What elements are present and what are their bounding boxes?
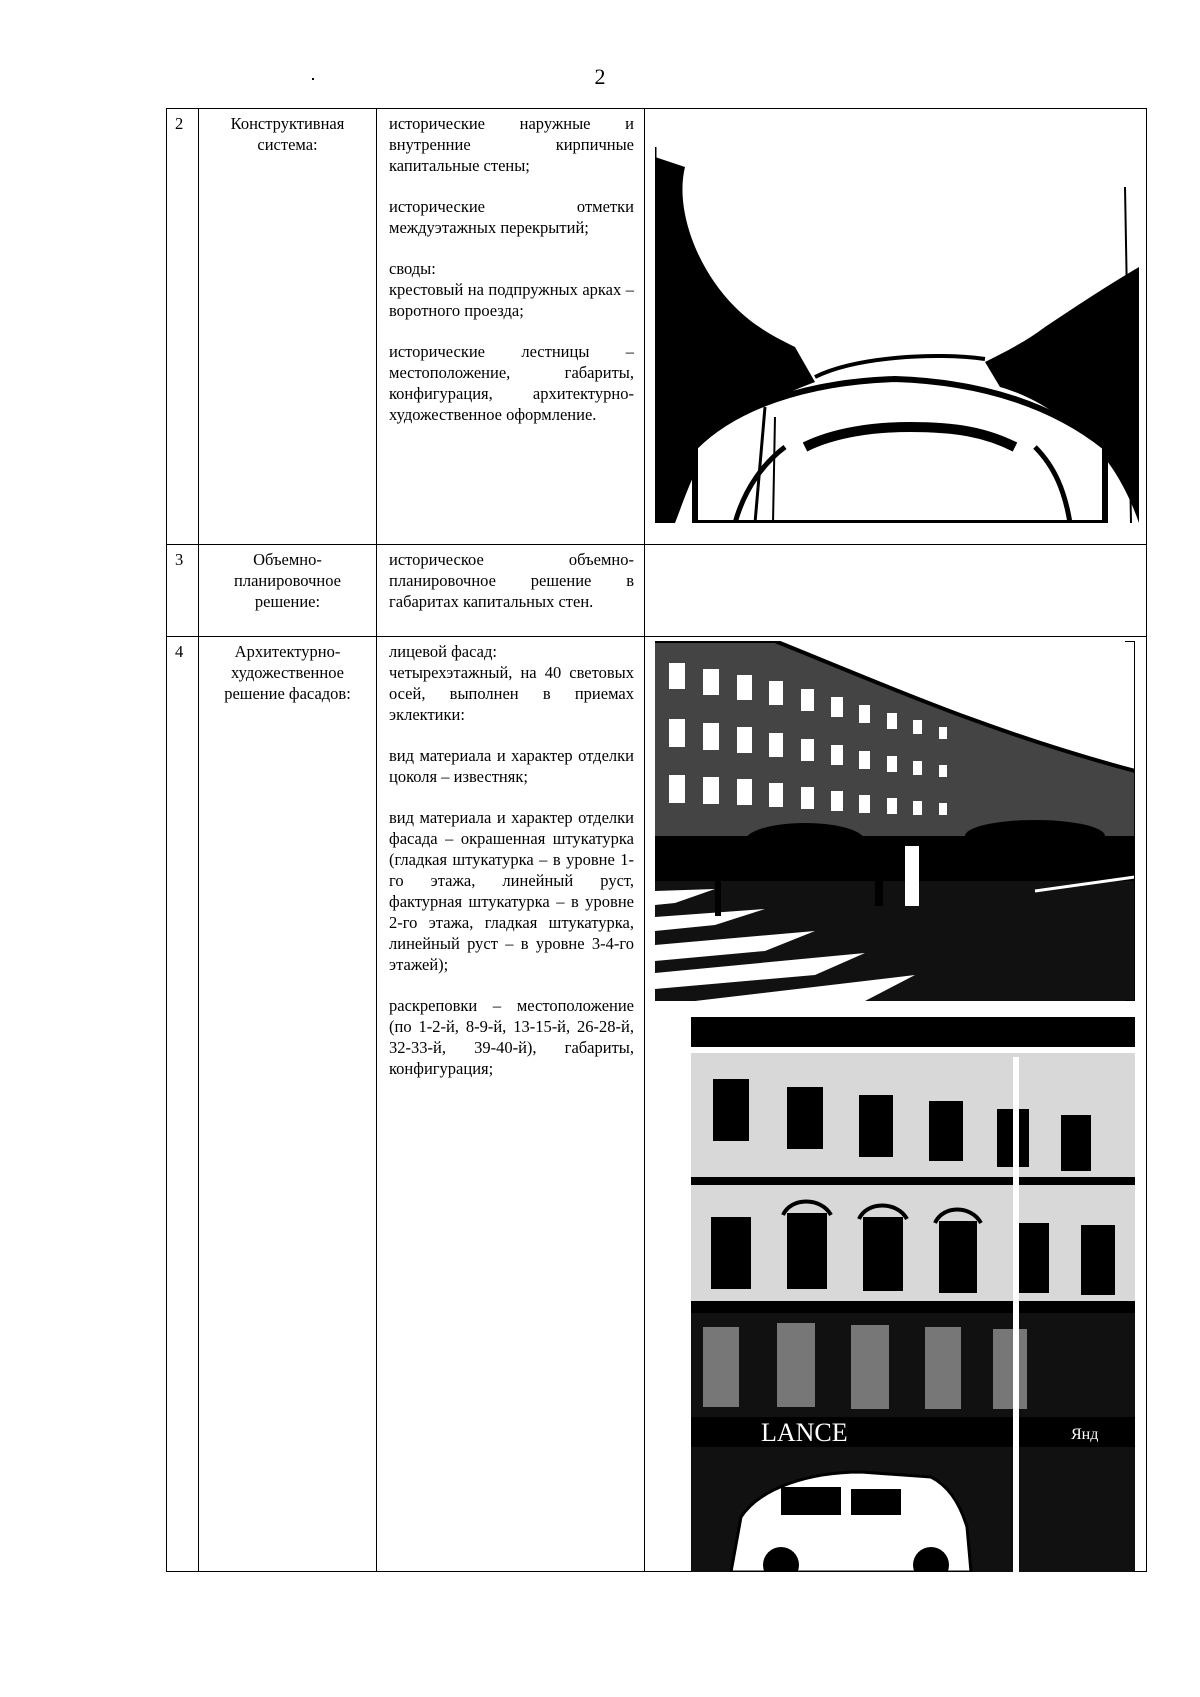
- description-paragraph: историческое объемно-планировочное решение в габаритах капитальных стен.: [389, 550, 634, 611]
- image-cell: [645, 637, 1147, 1572]
- row-description: [377, 109, 645, 545]
- table-row: [167, 545, 1147, 637]
- facade-closeup-photo: [691, 1017, 1135, 1572]
- row-number: 2: [167, 109, 199, 545]
- row-title: Архитектурно-художественное решение фасадов:: [199, 637, 377, 1572]
- image-cell: [645, 109, 1147, 545]
- table-row: [167, 109, 1147, 545]
- row-title: Конструктивная система:: [199, 109, 377, 545]
- description-paragraph: вид материала и характер отделки цоколя – известняк;: [389, 746, 634, 786]
- shop-sign-2: Янд: [1071, 1426, 1099, 1443]
- row-number: 4: [167, 637, 199, 1572]
- description-paragraph: вид материала и характер отделки фасада – окрашенная штукатурка (гладкая штукатурка – в уровне 1-го этажа, линейный руст, фактурная штукатурка – в уровне 2-го этажа, гладкая штукатурка, линейный руст – в уровне 3-4-го этажей);: [389, 808, 634, 974]
- register-table: [166, 108, 1147, 1572]
- table-row: [167, 637, 1147, 1572]
- description-paragraph: лицевой фасад: четырехэтажный, на 40 световых осей, выполнен в приемах эклектики:: [389, 642, 634, 724]
- row-number: 3: [167, 545, 199, 637]
- description-paragraph: раскреповки – местоположение (по 1-2-й, 8-9-й, 13-15-й, 26-28-й, 32-33-й, 39-40-й), габариты, конфигурация;: [389, 996, 634, 1078]
- description-paragraph: исторические отметки междуэтажных перекрытий;: [389, 197, 634, 237]
- vault-photo: [655, 147, 1139, 523]
- description-paragraph: своды: крестовый на подпружных арках – воротного проезда;: [389, 259, 634, 320]
- description-paragraph: исторические лестницы – местоположение, габариты, конфигурация, архитектурно-художественное оформление.: [389, 342, 634, 424]
- row-title: Объемно-планировочное решение:: [199, 545, 377, 637]
- scan-speck: [312, 78, 314, 80]
- row-description: [377, 545, 645, 637]
- street-facade-photo: [655, 641, 1135, 1001]
- shop-sign: LANCE: [761, 1418, 848, 1447]
- row-description: [377, 637, 645, 1572]
- image-cell: [645, 545, 1147, 637]
- description-paragraph: исторические наружные и внутренние кирпичные капитальные стены;: [389, 114, 634, 175]
- page-number: 2: [594, 64, 606, 89]
